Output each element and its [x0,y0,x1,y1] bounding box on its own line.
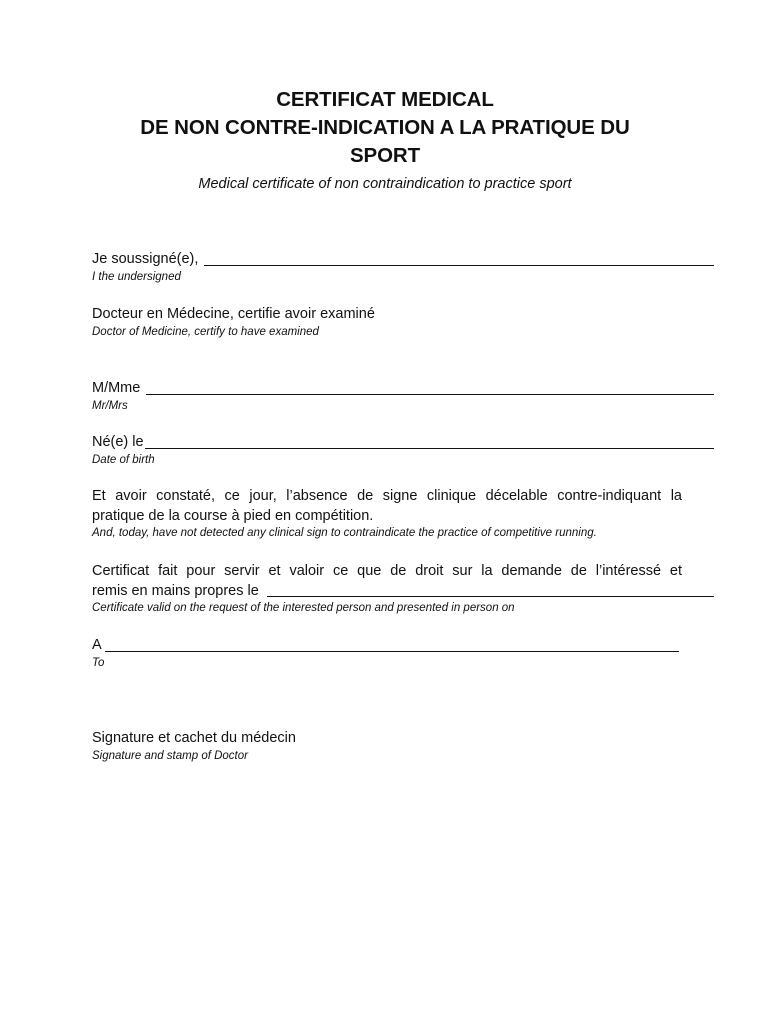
undersigned-label: Je soussigné(e), [92,251,199,267]
birth-translation: Date of birth [92,454,155,466]
place-translation: To [92,657,105,669]
statement-line-2: pratique de la course à pied en compétition. [92,508,374,524]
certificate-translation: Certificate valid on the request of the interested person and presented in person on [92,602,515,614]
place-input-line[interactable] [105,637,679,652]
name-label: M/Mme [92,380,141,396]
certificate-line-1: Certificat fait pour servir et valoir ce que de droit sur la demande de l’intéressé et [92,563,682,579]
statement-translation: And, today, have not detected any clinical sign to contraindicate the practice of competitive running. [92,527,597,539]
place-label: A [92,637,102,653]
name-translation: Mr/Mrs [92,400,128,412]
title-line-1: CERTIFICAT MEDICAL [276,88,494,111]
doctor-label: Docteur en Médecine, certifie avoir examiné [92,306,375,322]
document-subtitle: Medical certificate of non contraindication to practice sport [198,176,572,192]
certificate-line-2: remis en mains propres le [92,583,259,599]
name-field [92,379,714,413]
signature-translation: Signature and stamp of Doctor [92,750,248,762]
undersigned-translation: I the undersigned [92,271,181,283]
birth-label: Né(e) le [92,434,144,450]
statement-line-1: Et avoir constaté, ce jour, l’absence de signe clinique décelable contre-indiquant la [92,488,682,504]
undersigned-field [92,250,714,284]
name-input-line[interactable] [146,380,714,395]
title-line-2: DE NON CONTRE-INDICATION A LA PRATIQUE DU [140,116,630,139]
signature-label: Signature et cachet du médecin [92,730,296,746]
doctor-translation: Doctor of Medicine, certify to have examined [92,326,319,338]
certificate-paragraph [92,561,714,615]
signature-field [92,729,714,763]
document-title [60,86,710,193]
birth-input-line[interactable] [145,434,714,449]
delivery-date-input-line[interactable] [267,582,714,597]
doctor-field [92,305,714,339]
place-field [92,636,679,670]
statement-paragraph [92,486,682,540]
birth-field [92,433,714,467]
undersigned-input-line[interactable] [204,251,714,266]
title-line-3: SPORT [349,144,421,167]
